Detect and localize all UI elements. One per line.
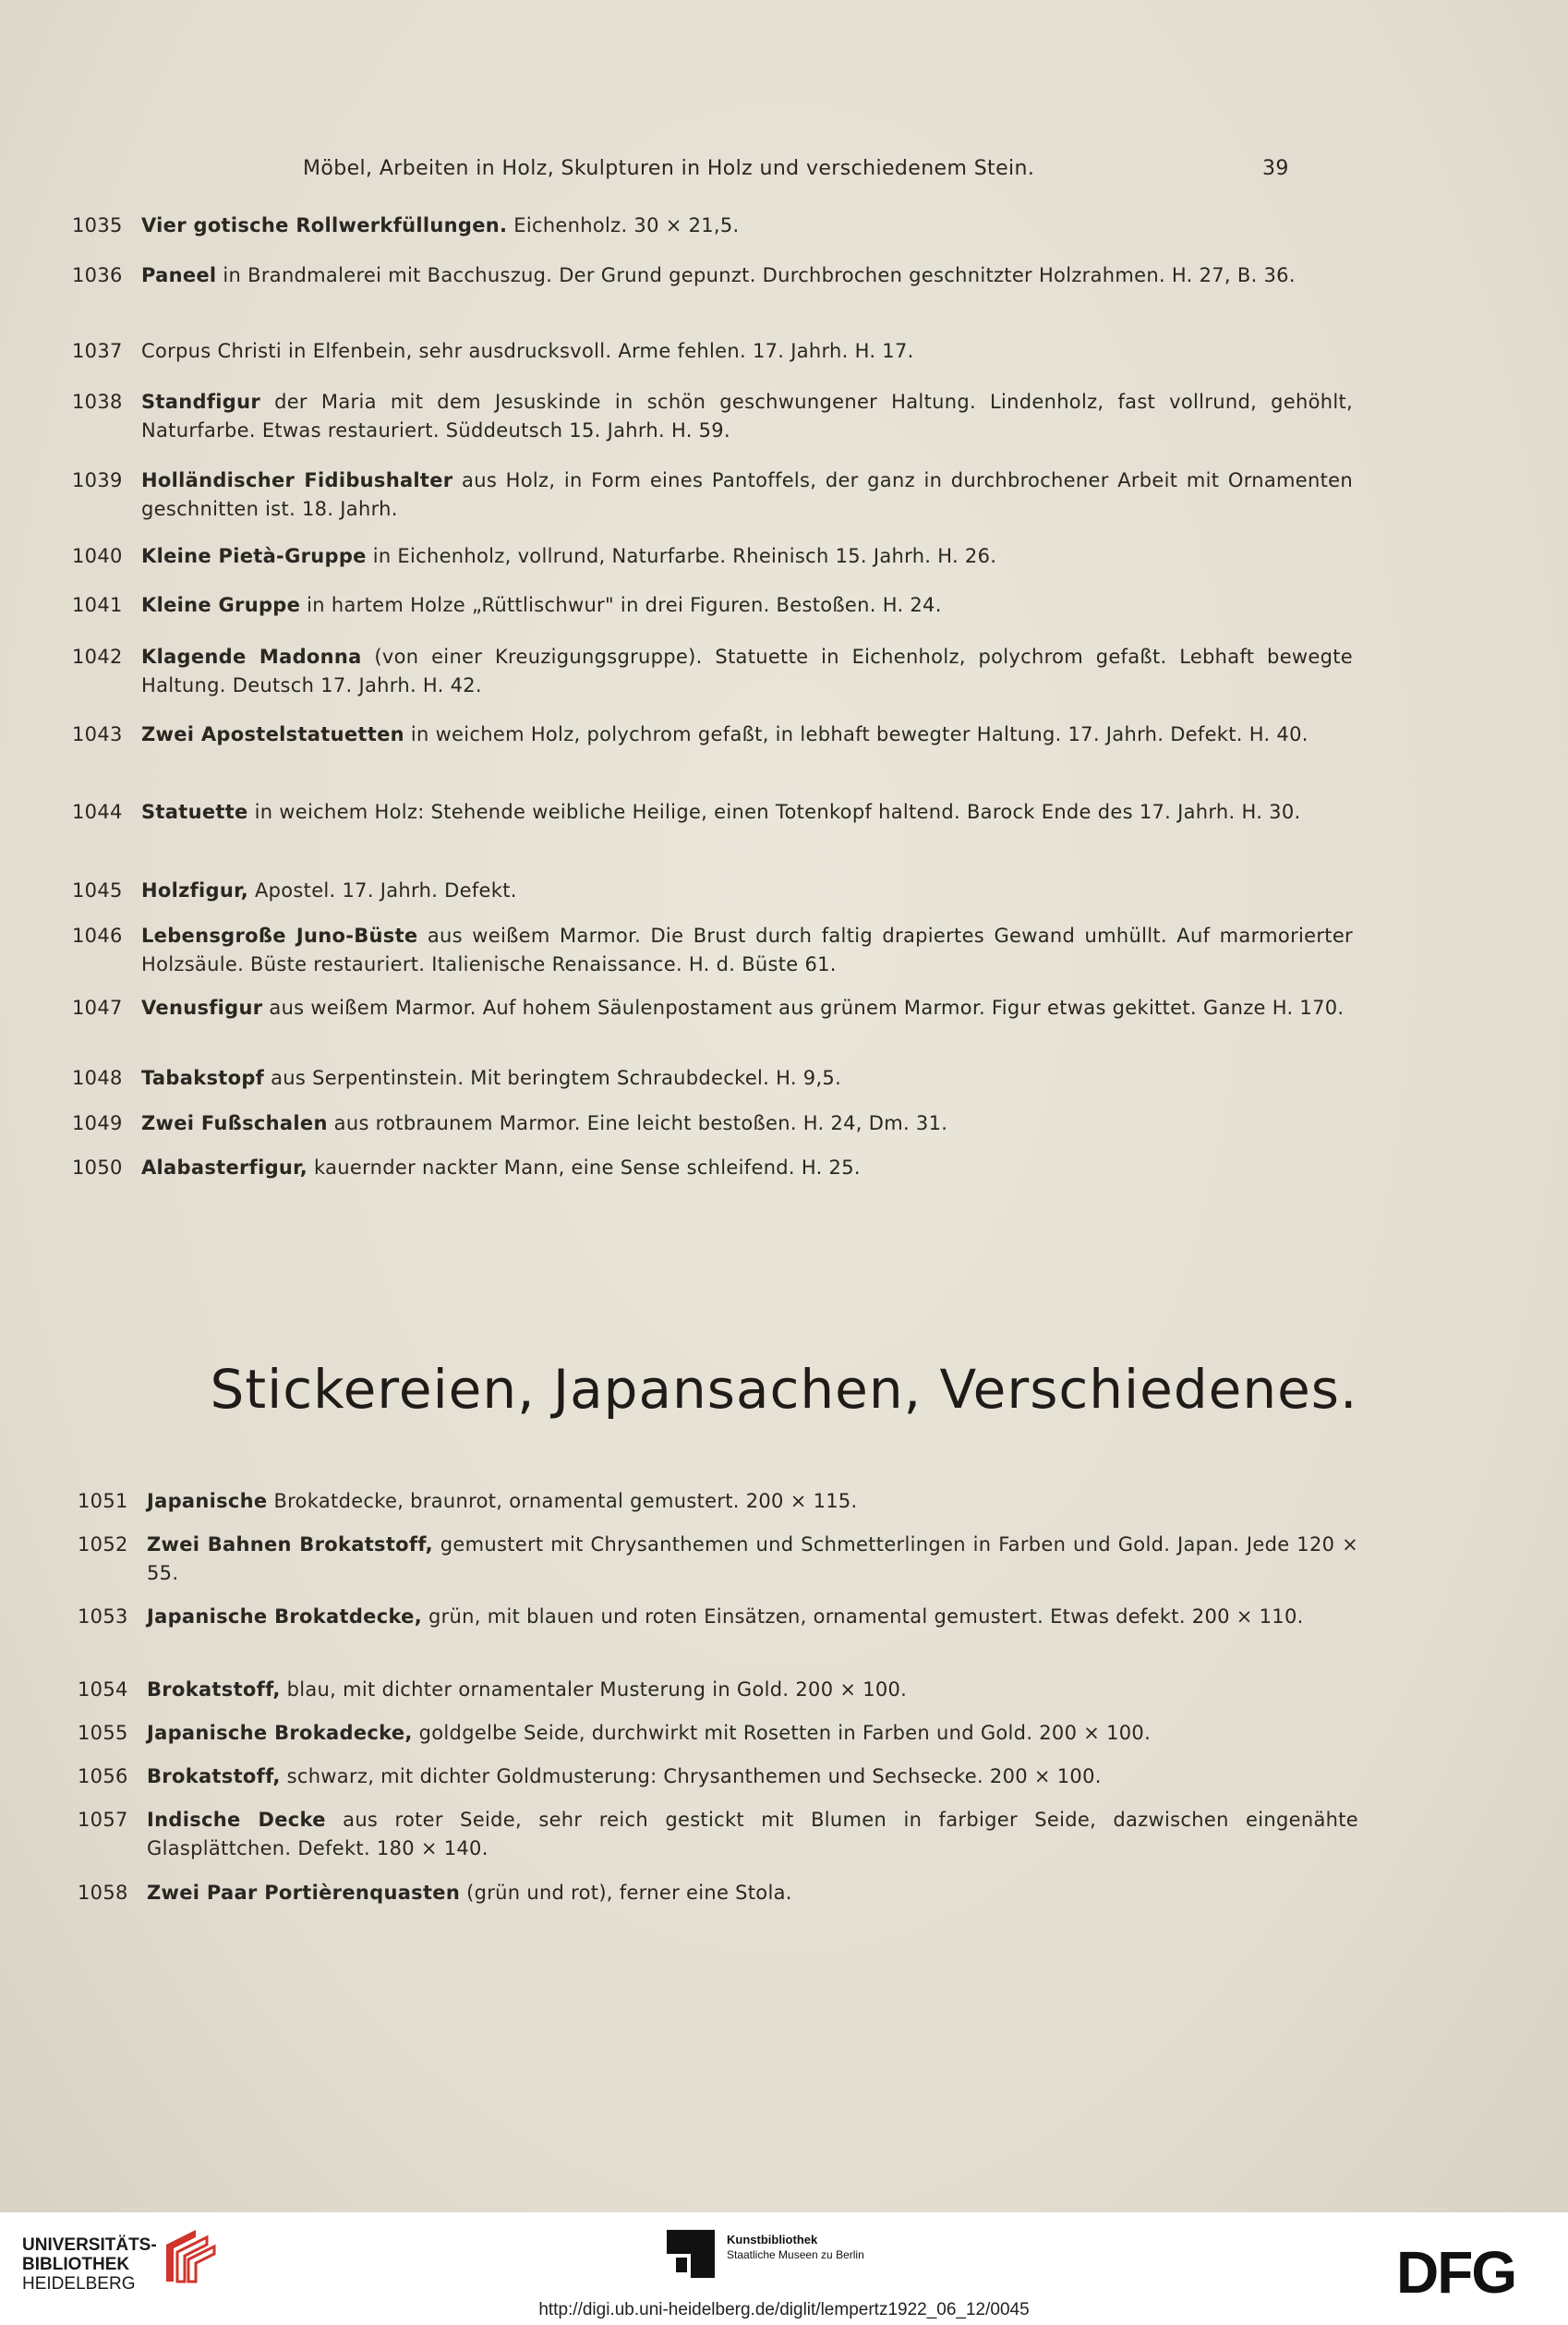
entry-title: Paneel bbox=[141, 264, 217, 286]
entry-description: schwarz, mit dichter Goldmusterung: Chrysanthemen und Sechsecke. 200 × 100. bbox=[280, 1765, 1102, 1787]
kb-line1: Kunstbibliothek bbox=[727, 2233, 818, 2246]
entry-description: aus weißem Marmor. Die Brust durch faltig drapiertes Gewand umhüllt. Auf marmorierter Holzsäule. Büste restauriert. Italienische Renaissance. H. d. Büste 61. bbox=[141, 925, 1353, 975]
entry-description: gemustert mit Chrysanthemen und Schmetterlingen in Farben und Gold. Japan. Jede 120 × 55. bbox=[147, 1533, 1358, 1584]
entry-title: Klagende Madonna bbox=[141, 646, 362, 668]
entry-description: goldgelbe Seide, durchwirkt mit Rosetten in Farben und Gold. 200 × 100. bbox=[412, 1722, 1152, 1744]
entry-number: 1045 bbox=[72, 879, 123, 902]
kunstbibliothek-logo-icon bbox=[667, 2230, 715, 2278]
page-number: 39 bbox=[1262, 157, 1289, 180]
entry-description: (von einer Kreuzigungsgruppe). Statuette in Eichenholz, polychrom gefaßt. Lebhaft bewegte Haltung. Deutsch 17. Jahrh. H. 42. bbox=[141, 646, 1353, 696]
dfg-logo[interactable]: DFG bbox=[1396, 2239, 1516, 2306]
entry-number: 1057 bbox=[78, 1809, 128, 1831]
entry-number: 1040 bbox=[72, 545, 123, 567]
uni-logo-line1: UNIVERSITÄTS- bbox=[22, 2235, 157, 2255]
entry-title: Japanische bbox=[147, 1490, 268, 1512]
uni-logo-line3: HEIDELBERG bbox=[22, 2274, 136, 2294]
entry-description: in Eichenholz, vollrund, Naturfarbe. Rheinisch 15. Jahrh. H. 26. bbox=[366, 545, 997, 567]
entry-number: 1036 bbox=[72, 264, 123, 286]
entry-title: Zwei Apostelstatuetten bbox=[141, 723, 404, 745]
entry-description: der Maria mit dem Jesuskinde in schön geschwungener Haltung. Lindenholz, fast vollrund, gehöhlt, Naturfarbe. Etwas restauriert. Süddeutsch 15. Jahrh. H. 59. bbox=[141, 391, 1353, 442]
section-title: Stickereien, Japansachen, Verschiedenes. bbox=[210, 1358, 1358, 1421]
entry-title: Japanische Brokatdecke, bbox=[147, 1605, 422, 1628]
entry-description: blau, mit dichter ornamentaler Musterung in Gold. 200 × 100. bbox=[280, 1678, 908, 1701]
entry-number: 1041 bbox=[72, 594, 123, 616]
uni-logo-line2: BIBLIOTHEK bbox=[22, 2255, 130, 2274]
entry-title: Japanische Brokadecke, bbox=[147, 1722, 413, 1744]
entry-title: Lebensgroße Juno-Büste bbox=[141, 925, 418, 947]
entry-number: 1058 bbox=[78, 1882, 128, 1904]
entry-description: in weichem Holz, polychrom gefaßt, in lebhaft bewegter Haltung. 17. Jahrh. Defekt. H. 40. bbox=[404, 723, 1309, 745]
permalink-url[interactable]: http://digi.ub.uni-heidelberg.de/diglit/lempertz1922_06_12/0045 bbox=[538, 2300, 1030, 2319]
entry-title: Venusfigur bbox=[141, 997, 263, 1019]
entry-description: aus Serpentinstein. Mit beringtem Schraubdeckel. H. 9,5. bbox=[264, 1067, 842, 1089]
entry-description: in hartem Holze „Rüttlischwur" in drei Figuren. Bestoßen. H. 24. bbox=[300, 594, 942, 616]
entry-description: Corpus Christi in Elfenbein, sehr ausdrucksvoll. Arme fehlen. 17. Jahrh. H. 17. bbox=[141, 340, 914, 362]
entry-number: 1046 bbox=[72, 925, 123, 947]
entry-title: Indische Decke bbox=[147, 1809, 326, 1831]
kunstbibliothek-label bbox=[727, 2232, 864, 2263]
entry-description: aus Holz, in Form eines Pantoffels, der ganz in durchbrochener Arbeit mit Ornamenten geschnitten ist. 18. Jahrh. bbox=[141, 469, 1353, 520]
entry-number: 1048 bbox=[72, 1067, 123, 1089]
entry-description: in weichem Holz: Stehende weibliche Heilige, einen Totenkopf haltend. Barock Ende des 17. Jahrh. H. 30. bbox=[247, 801, 1301, 823]
entry-description: grün, mit blauen und roten Einsätzen, ornamental gemustert. Etwas defekt. 200 × 110. bbox=[422, 1605, 1304, 1628]
entry-description: in Brandmalerei mit Bacchuszug. Der Grund gepunzt. Durchbrochen geschnitzter Holzrahmen. H. 27, B. 36. bbox=[216, 264, 1296, 286]
entry-description: Apostel. 17. Jahrh. Defekt. bbox=[248, 879, 517, 902]
entry-number: 1056 bbox=[78, 1765, 128, 1787]
uni-heidelberg-mark-icon bbox=[159, 2228, 220, 2285]
entry-number: 1044 bbox=[72, 801, 123, 823]
entry-description: aus roter Seide, sehr reich gestickt mit Blumen in farbiger Seide, dazwischen eingenähte Glasplättchen. Defekt. 180 × 140. bbox=[147, 1809, 1358, 1859]
entry-title: Tabakstopf bbox=[141, 1067, 265, 1089]
entry-title: Statuette bbox=[141, 801, 248, 823]
entry-number: 1051 bbox=[78, 1490, 128, 1512]
entry-number: 1039 bbox=[72, 469, 123, 491]
entry-title: Standfigur bbox=[141, 391, 260, 413]
entry-number: 1049 bbox=[72, 1112, 123, 1134]
entry-description: Brokatdecke, braunrot, ornamental gemustert. 200 × 115. bbox=[267, 1490, 858, 1512]
entry-title: Brokatstoff, bbox=[147, 1765, 281, 1787]
entry-number: 1055 bbox=[78, 1722, 128, 1744]
entry-title: Zwei Fußschalen bbox=[141, 1112, 328, 1134]
entry-description: kauernder nackter Mann, eine Sense schleifend. H. 25. bbox=[308, 1156, 861, 1179]
entry-title: Brokatstoff, bbox=[147, 1678, 281, 1701]
entry-description: Eichenholz. 30 × 21,5. bbox=[507, 214, 740, 236]
entry-number: 1053 bbox=[78, 1605, 128, 1628]
entry-number: 1050 bbox=[72, 1156, 123, 1179]
entry-title: Holländischer Fidibushalter bbox=[141, 469, 453, 491]
entry-number: 1054 bbox=[78, 1678, 128, 1701]
entry-title: Vier gotische Rollwerkfüllungen. bbox=[141, 214, 508, 236]
entry-title: Kleine Gruppe bbox=[141, 594, 301, 616]
page-header-title: Möbel, Arbeiten in Holz, Skulpturen in Holz und verschiedenem Stein. bbox=[303, 157, 1035, 180]
entry-number: 1047 bbox=[72, 997, 123, 1019]
entry-title: Alabasterfigur, bbox=[141, 1156, 308, 1179]
entry-number: 1042 bbox=[72, 646, 123, 668]
entry-number: 1035 bbox=[72, 214, 123, 236]
entry-number: 1043 bbox=[72, 723, 123, 745]
entry-description: (grün und rot), ferner eine Stola. bbox=[460, 1882, 792, 1904]
entry-description: aus rotbraunem Marmor. Eine leicht bestoßen. H. 24, Dm. 31. bbox=[327, 1112, 948, 1134]
kb-line2: Staatliche Museen zu Berlin bbox=[727, 2248, 864, 2261]
entry-title: Zwei Paar Portièrenquasten bbox=[147, 1882, 461, 1904]
entry-number: 1037 bbox=[72, 340, 123, 362]
entry-description: aus weißem Marmor. Auf hohem Säulenpostament aus grünem Marmor. Figur etwas gekittet. Ganze H. 170. bbox=[262, 997, 1345, 1019]
university-library-logo[interactable] bbox=[22, 2235, 157, 2294]
entry-number: 1052 bbox=[78, 1533, 128, 1556]
entry-number: 1038 bbox=[72, 391, 123, 413]
entry-title: Holzfigur, bbox=[141, 879, 248, 902]
entry-title: Zwei Bahnen Brokatstoff, bbox=[147, 1533, 433, 1556]
entry-title: Kleine Pietà-Gruppe bbox=[141, 545, 367, 567]
